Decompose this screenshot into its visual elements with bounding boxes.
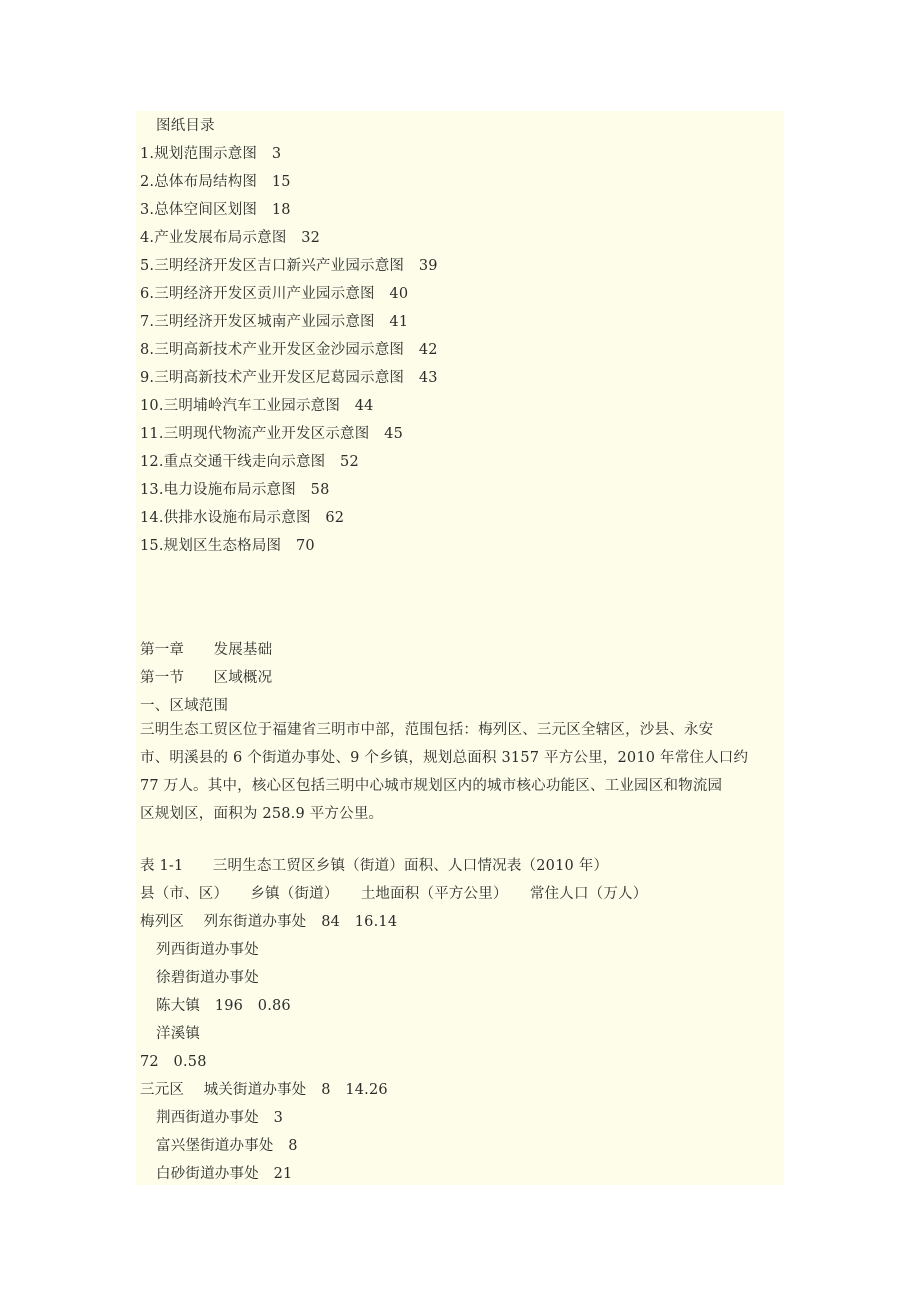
toc-item: 13.电力设施布局示意图 58 [140, 482, 330, 498]
paragraph-line: 区规划区，面积为 258.9 平方公里。 [140, 806, 384, 822]
table-row: 徐碧街道办事处 [156, 970, 259, 986]
table-row: 陈大镇 196 0.86 [156, 998, 291, 1014]
paragraph-line: 77 万人。其中，核心区包括三明中心城市规划区内的城市核心功能区、工业园区和物流园 [140, 778, 723, 794]
toc-item: 6.三明经济开发区贡川产业园示意图 40 [140, 286, 409, 302]
toc-item: 3.总体空间区划图 18 [140, 202, 291, 218]
toc-item: 7.三明经济开发区城南产业园示意图 41 [140, 314, 409, 330]
table-row: 梅列区 列东街道办事处 84 16.14 [140, 914, 398, 930]
table-row: 荆西街道办事处 3 [156, 1110, 284, 1126]
body-paragraph [140, 716, 780, 828]
table-row: 洋溪镇 [156, 1026, 201, 1042]
toc-item: 8.三明高新技术产业开发区金沙园示意图 42 [140, 342, 438, 358]
table-header: 县（市、区） 乡镇（街道） 土地面积（平方公里） 常住人口（万人） [140, 886, 648, 902]
table-row: 富兴堡街道办事处 8 [156, 1138, 298, 1154]
toc-item: 9.三明高新技术产业开发区尼葛园示意图 43 [140, 370, 438, 386]
chapter-title: 第一章 发展基础 [140, 642, 273, 658]
toc-item: 12.重点交通干线走向示意图 52 [140, 454, 359, 470]
table-caption: 表 1-1 三明生态工贸区乡镇（街道）面积、人口情况表（2010 年） [140, 858, 609, 874]
toc-item: 14.供排水设施布局示意图 62 [140, 510, 345, 526]
toc-item: 2.总体布局结构图 15 [140, 174, 291, 190]
table-row: 三元区 城关街道办事处 8 14.26 [140, 1082, 388, 1098]
toc-item: 10.三明埔岭汽车工业园示意图 44 [140, 398, 374, 414]
section-title: 第一节 区域概况 [140, 670, 273, 686]
toc-item: 1.规划范围示意图 3 [140, 146, 282, 162]
toc-item: 4.产业发展布局示意图 32 [140, 230, 321, 246]
paragraph-line: 三明生态工贸区位于福建省三明市中部，范围包括：梅列区、三元区全辖区，沙县、永安 [140, 722, 714, 738]
table-row: 白砂街道办事处 21 [156, 1166, 293, 1182]
table-row: 72 0.58 [140, 1054, 207, 1070]
toc-heading: 图纸目录 [156, 118, 215, 134]
toc-item: 11.三明现代物流产业开发区示意图 45 [140, 426, 404, 442]
toc-item: 5.三明经济开发区吉口新兴产业园示意图 39 [140, 258, 438, 274]
table-row: 列西街道办事处 [156, 942, 259, 958]
paragraph-line: 市、明溪县的 6 个街道办事处、9 个乡镇，规划总面积 3157 平方公里，2010 年常住人口约 [140, 750, 749, 766]
subsection-title: 一、区域范围 [140, 698, 229, 714]
toc-item: 15.规划区生态格局图 70 [140, 538, 315, 554]
